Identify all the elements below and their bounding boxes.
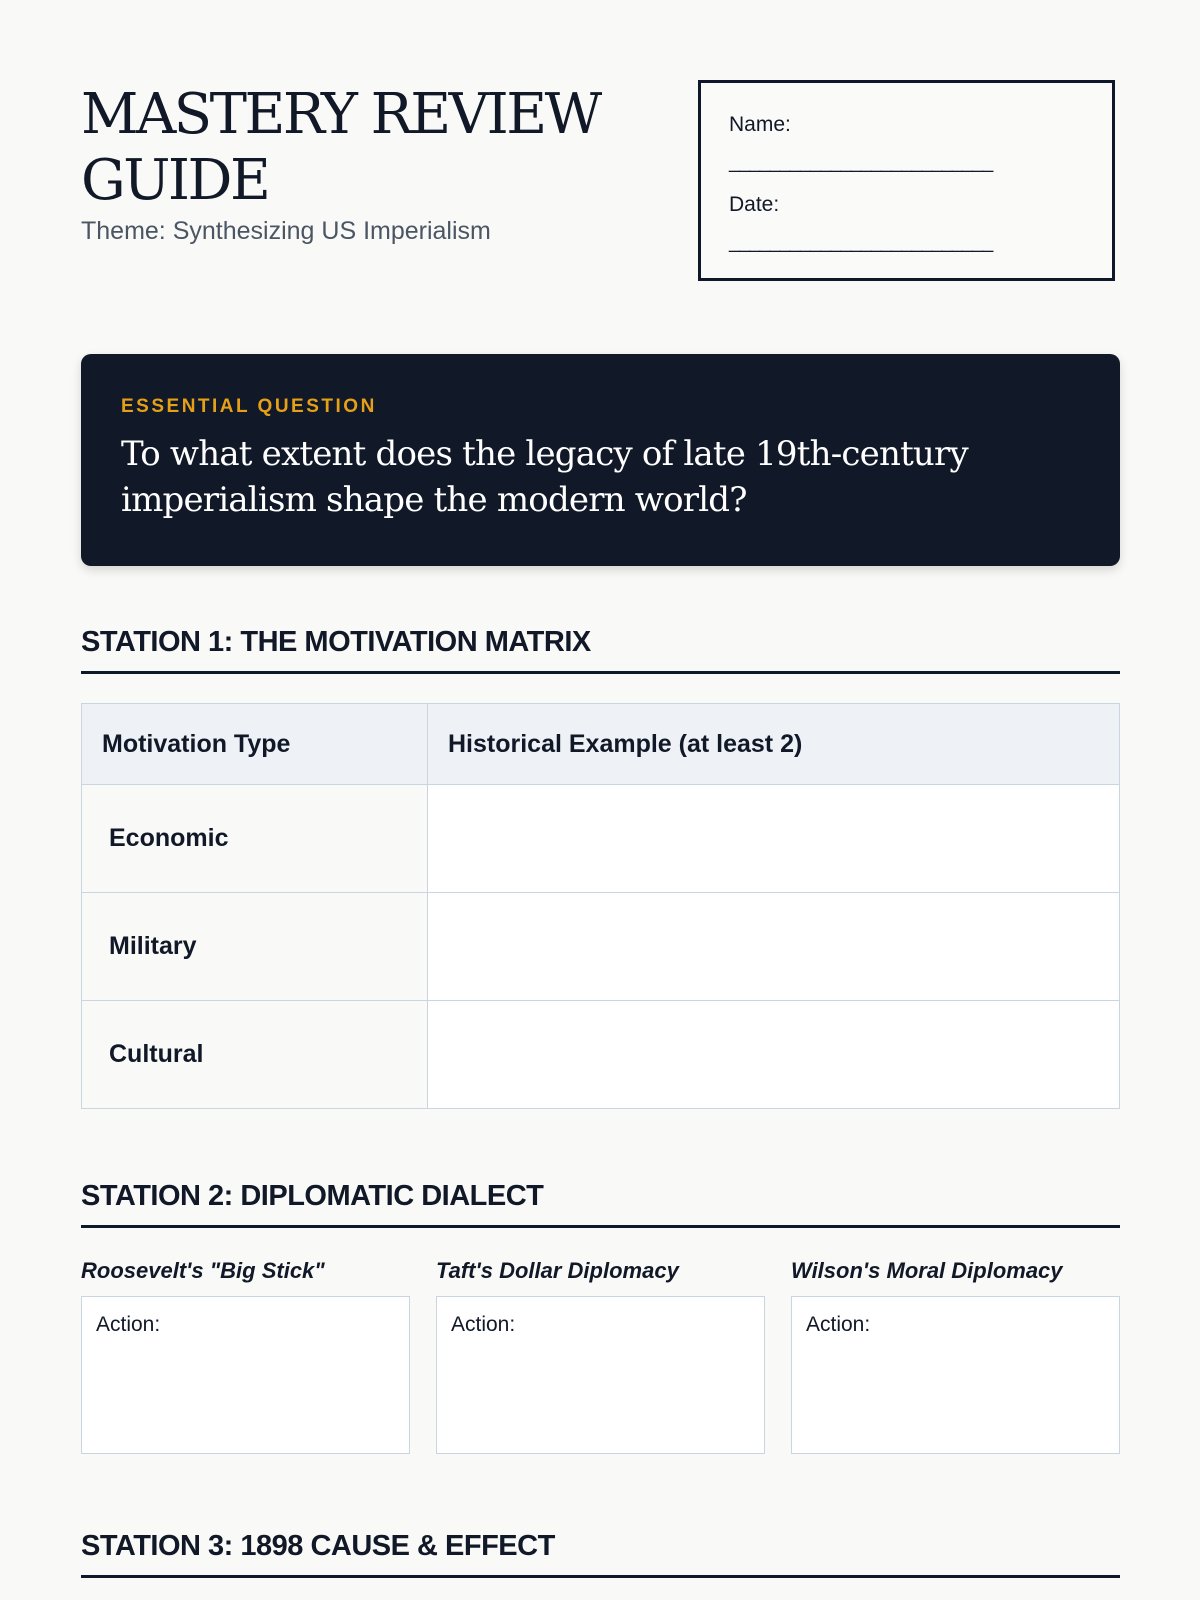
column-header-motivation-type: Motivation Type: [82, 704, 428, 785]
action-prompt: Action:: [96, 1313, 161, 1336]
action-prompt: Action:: [451, 1313, 516, 1336]
table-row: [82, 785, 1120, 893]
diplomacy-column-taft: [436, 1258, 765, 1454]
motivation-type-cell: Military: [82, 893, 428, 1001]
example-answer-cell[interactable]: [428, 1001, 1120, 1109]
diplomacy-heading: Wilson's Moral Diplomacy: [791, 1258, 1063, 1283]
diplomacy-answer-box[interactable]: [436, 1296, 765, 1454]
table-row: [82, 893, 1120, 1001]
column-header-historical-example: Historical Example (at least 2): [428, 704, 1120, 785]
motivation-type-cell: Economic: [82, 785, 428, 893]
diplomacy-answer-box[interactable]: [81, 1296, 410, 1454]
example-answer-cell[interactable]: [428, 785, 1120, 893]
diplomacy-column-roosevelt: [81, 1258, 410, 1454]
table-row: [82, 1001, 1120, 1109]
diplomacy-heading: Roosevelt's "Big Stick": [81, 1258, 325, 1283]
example-answer-cell[interactable]: [428, 893, 1120, 1001]
station3-heading: STATION 3: 1898 CAUSE & EFFECT: [81, 1530, 1120, 1578]
diplomacy-answer-box[interactable]: [791, 1296, 1120, 1454]
motivation-matrix-table: [81, 703, 1120, 1109]
date-label: Date:: [729, 193, 780, 216]
diplomacy-column-wilson: [791, 1258, 1120, 1454]
station1-heading: STATION 1: THE MOTIVATION MATRIX: [81, 626, 1120, 674]
table-header-row: [82, 704, 1120, 785]
essential-question-card: [81, 354, 1120, 566]
essential-question-label: ESSENTIAL QUESTION: [121, 396, 377, 417]
name-label: Name:: [729, 113, 791, 136]
action-prompt: Action:: [806, 1313, 871, 1336]
station2-heading: STATION 2: DIPLOMATIC DIALECT: [81, 1180, 1120, 1228]
diplomacy-heading: Taft's Dollar Diplomacy: [436, 1258, 679, 1283]
theme-subtitle: Theme: Synthesizing US Imperialism: [81, 217, 491, 245]
student-info-box: [698, 80, 1115, 281]
date-field[interactable]: __________________________: [729, 231, 993, 253]
name-field[interactable]: __________________________: [729, 151, 993, 173]
motivation-type-cell: Cultural: [82, 1001, 428, 1109]
page-title: MASTERY REVIEW GUIDE: [81, 82, 600, 213]
essential-question-text: To what extent does the legacy of late 19th-century imperialism shape the modern world?: [121, 434, 968, 520]
